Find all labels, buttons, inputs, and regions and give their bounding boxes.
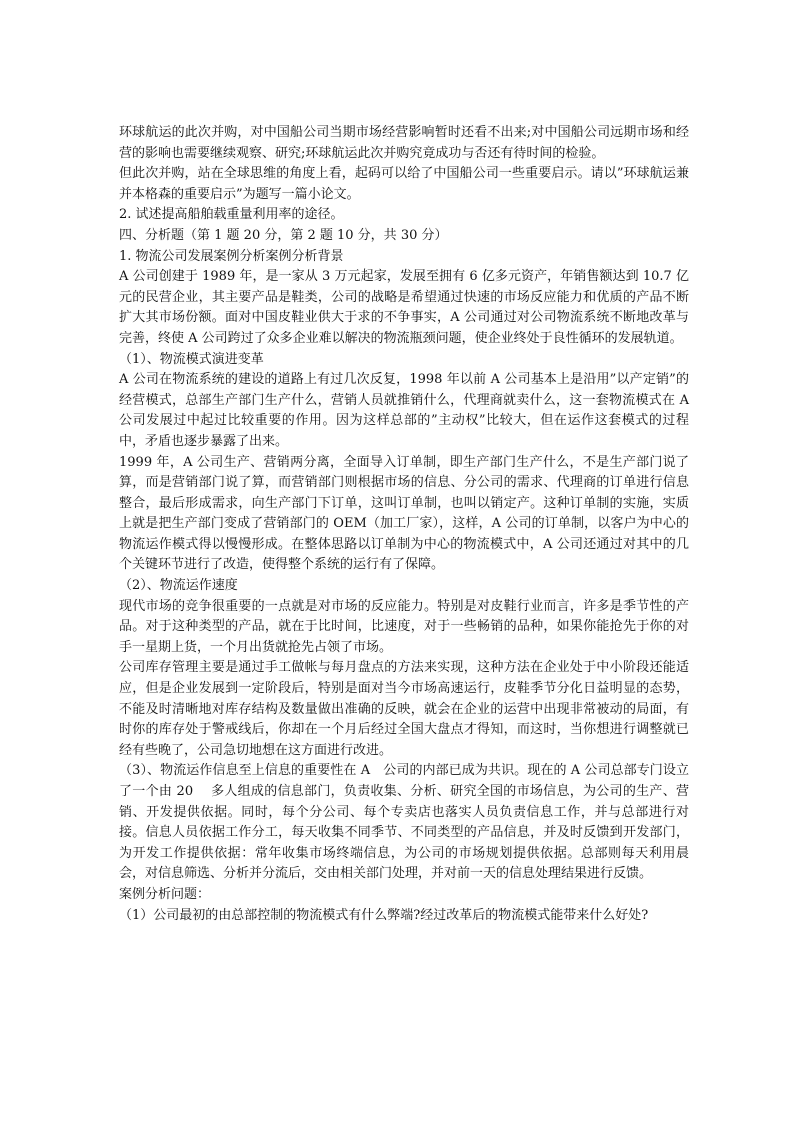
paragraph-inventory-management: 公司库存管理主要是通过手工做帐与每月盘点的方法来实现，这种方法在企业处于中小阶段还能适应，但是企业发展到一定阶段后，特别是面对当今市场高速运行，皮鞋季节分化日益明显的态势，不能及时清晰地对库存结构及数量做出准确的反映，就会在企业的运营中出现非常被动的局面，有时你的库存处于警戒线后，你却在一个月后经过全国大盘点才得知，而这时，当你想进行调整就已经有些晚了，公司急切地想在这方面进行改进。 xyxy=(119,660,689,758)
subheading-logistics-speed: （2）、物流运作速度 xyxy=(119,578,238,594)
paragraph-market-response: 现代市场的竞争很重要的一点就是对市场的反应能力。特别是对皮鞋行业而言，许多是季节性的产品。对于这种类型的产品，就在于比时间，比速度，对于一些畅销的品种，如果你能抢先于你的对手一星期上货，一个月出货就抢先占领了市场。 xyxy=(119,598,689,655)
paragraph-information-priority: （3）、物流运作信息至上信息的重要性在 A 公司的内部已成为共识。现在的 A 公司总部专门设立了一个由 20 多人组成的信息部门，负责收集、分析、研究全国的市场信息，为公司的生产、营销、开发提供依据。同时，每个分公司、每个专卖店也落实人员负责信息工作，并与总部进行对接。信息人员依据工作分工，每天收集不同季节、不同类型的产品信息，并及时反馈到开发部门，为开发工作提供依据：常年收集市场终端信息，为公司的市场规划提供依据。总部则每天利用晨会，对信息筛选、分析并分流后，交由相关部门处理，并对前一天的信息处理结果进行反馈。 xyxy=(119,763,689,882)
subheading-logistics-model: （1）、物流模式演进变革 xyxy=(119,351,264,367)
paragraph-company-background: A 公司创建于 1989 年，是一家从 3 万元起家，发展至拥有 6 亿多元资产，年销售额达到 10.7 亿元的民营企业，其主要产品是鞋类，公司的战略是希望通过快速的市场反应能力和优质的产品不断扩大其市场份额。面对中国皮鞋业供大于求的不争事实，A 公司通过对公司物流系统不断地改革与完善，终使 A 公司跨过了众多企业难以解决的物流瓶颈问题，使企业终处于良性循环的发展轨道。 xyxy=(119,269,689,346)
case-question-1: （1）公司最初的由总部控制的物流模式有什么弊端?经过改革后的物流模式能带来什么好处? xyxy=(119,907,649,923)
case-questions-heading: 案例分析问题： xyxy=(119,886,211,902)
question-2-text: 2. 试述提高船舶载重量利用率的途径。 xyxy=(119,207,344,223)
paragraph-logistics-history: A 公司在物流系统的建设的道路上有过几次反复，1998 年以前 A 公司基本上是沿用”以产定销”的经营模式，总部生产部门生产什么，营销人员就推销什么，代理商就卖什么，这一套物流模式在 A 公司发展过中起过比较重要的作用。因为这样总部的”主动权”比较大，但在运作这套模式的过程中，矛盾也逐步暴露了出来。 xyxy=(119,372,689,449)
paragraph-essay-prompt: 但此次并购，站在全球思维的角度上看，起码可以给了中国船公司一些重要启示。请以”环球航运兼并本格森的重要启示”为题写一篇小论文。 xyxy=(119,166,689,202)
case-title: 1. 物流公司发展案例分析案例分析背景 xyxy=(119,248,344,264)
section-heading-analysis: 四、分析题（第 1 题 20 分，第 2 题 10 分，共 30 分） xyxy=(119,227,448,243)
paragraph-order-system: 1999 年，A 公司生产、营销两分离，全面导入订单制，即生产部门生产什么，不是生产部门说了算，而是营销部门说了算，而营销部门则根据市场的信息、分公司的需求、代理商的订单进行信息整合，最后形成需求，向生产部门下订单，这叫订单制，也叫以销定产。这种订单制的实施，实质上就是把生产部门变成了营销部门的 OEM（加工厂家），这样，A 公司的订单制，以客户为中心的物流运作模式得以慢慢形成。在整体思路以订单制为中心的物流模式中，A 公司还通过对其中的几个关键环节进行了改造，使得整个系统的运行有了保障。 xyxy=(119,454,689,573)
paragraph-merger-impact: 环球航运的此次并购，对中国船公司当期市场经营影响暂时还看不出来;对中国船公司远期市场和经营的影响也需要继续观察、研究;环球航运此次并购究竟成功与否还有待时间的检验。 xyxy=(119,125,689,161)
document-page xyxy=(119,123,689,926)
